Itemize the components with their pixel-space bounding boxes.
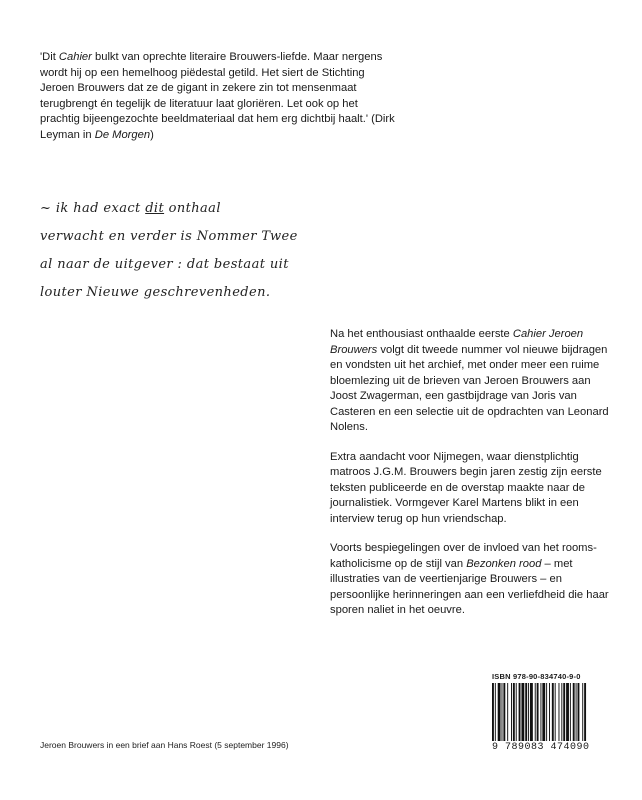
handwriting-underlined: dit — [145, 201, 165, 216]
barcode-bars — [492, 683, 612, 741]
handwriting-text: ~ ik had exact — [40, 201, 146, 216]
paragraph-text: Voorts bespiegelingen over de invloed van het rooms-katholicisme op de stijl van — [330, 542, 597, 570]
isbn-label: ISBN 978-90-834740-9-0 — [492, 672, 581, 681]
paragraph-italic: Cahier Jeroen Brouwers — [330, 328, 584, 356]
quote-text: ) — [150, 128, 154, 141]
handwriting-line: louter Nieuwe geschrevenheden. — [40, 285, 271, 300]
paragraph-text: Na het enthousiast onthaalde eerste — [330, 328, 513, 340]
paragraph: Extra aandacht voor Nijmegen, waar dienstplichtig matroos J.G.M. Brouwers begin jaren zestig zijn eerste teksten publiceerde en de overstap maakte naar de journalistiek. Vormgever Karel Martens blikt in een interview terug op hun vriendschap. — [330, 450, 602, 525]
review-quote — [40, 50, 400, 143]
handwritten-note — [40, 195, 330, 307]
paragraph — [330, 541, 610, 619]
image-caption: Jeroen Brouwers in een brief aan Hans Roest (5 september 1996) — [40, 740, 289, 750]
description-text — [330, 327, 610, 633]
handwriting-text: onthaal — [164, 201, 221, 216]
paragraph-italic: Bezonken rood — [466, 557, 542, 570]
barcode-digits: 9 789083 474090 — [492, 742, 590, 753]
paragraph — [330, 327, 610, 436]
barcode — [492, 672, 612, 753]
quote-italic-title: Cahier — [58, 51, 92, 63]
handwriting-line: al naar de uitgever : dat bestaat uit — [40, 257, 289, 272]
paragraph-text: volgt dit tweede nummer vol nieuwe bijdragen en vondsten uit het archief, met onder meer een ruime bloemlezing uit de brieven van Jeroen Brouwers aan Joost Zwagerman, een gastbijdrage van Joris van Casteren en een selectie uit de opdrachten van Leonard Nolens. — [330, 343, 609, 433]
handwriting-line — [40, 195, 330, 223]
quote-source-italic: De Morgen — [94, 128, 151, 141]
handwriting-line: verwacht en verder is Nommer Twee — [40, 229, 298, 244]
quote-text: 'Dit — [40, 51, 59, 63]
quote-text: bulkt van oprechte literaire Brouwers-liefde. Maar nergens wordt hij op een hemelhoog piëdestal getild. Het siert de Stichting Jeroen Brouwers dat ze de gigant in zekere zin tot mensenmaat terugbrengt én tegelijk de literatuur laat gloriëren. Let ook op het prachtig bijeengezochte beeldmateriaal dat hem erg dichtbij haalt.' (Dirk Leyman in — [40, 51, 395, 141]
paragraph-text: – met illustraties van de veertienjarige Brouwers – en persoonlijke herinneringen aan een verliefdheid die haar sporen naliet in het oeuvre. — [330, 557, 609, 616]
